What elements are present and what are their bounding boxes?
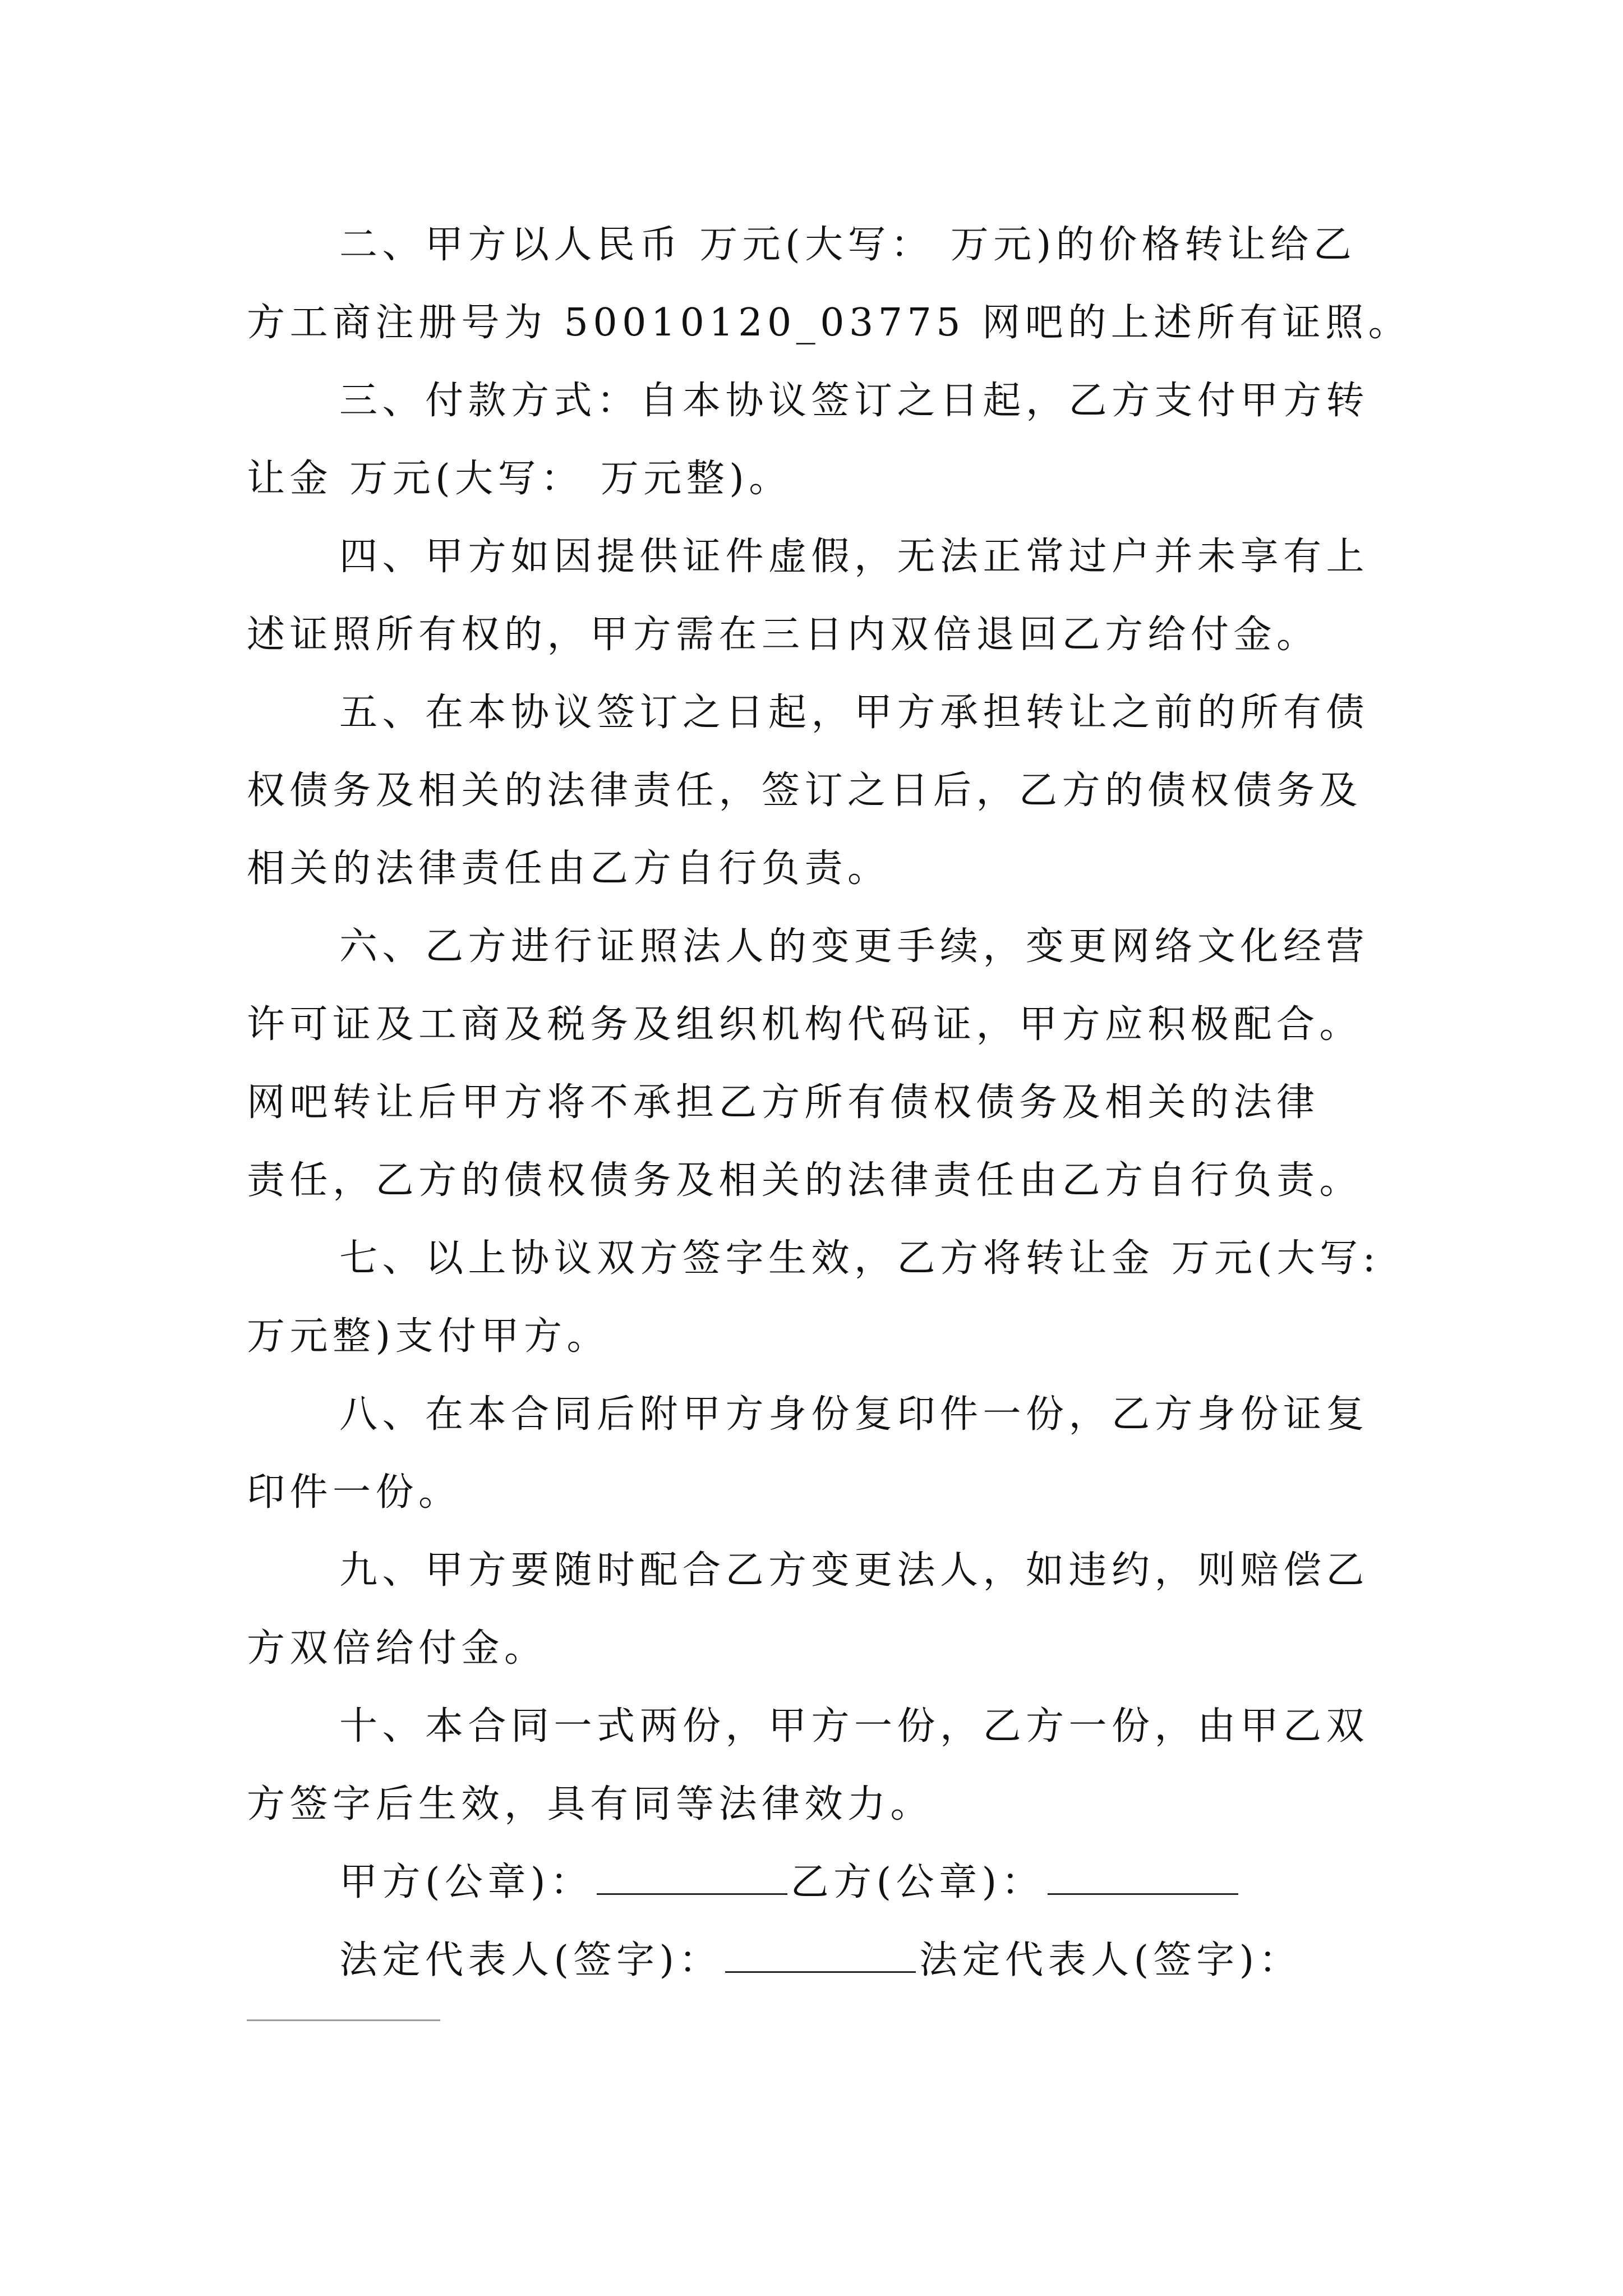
clause-5-line-2: 权债务及相关的法律责任，签订之日后，乙方的债权债务及: [247, 769, 1363, 813]
legal-rep-line: [339, 1932, 1302, 1989]
party-a-seal-blank[interactable]: [597, 1858, 787, 1895]
clause-4-line-1: 四、甲方如因提供证件虚假，无法正常过户并未享有上: [339, 535, 1370, 579]
legal-rep-b-label: 法定代表人(签字)：: [919, 1938, 1302, 1982]
clause-2-line-1: 二、甲方以人民币 万元(大写： 万元)的价格转让给乙: [339, 223, 1357, 267]
clause-3-line-2: 让金 万元(大写： 万元整)。: [247, 457, 792, 501]
clause-6-line-1: 六、乙方进行证照法人的变更手续，变更网络文化经营: [339, 924, 1370, 969]
seal-line: [339, 1855, 1242, 1911]
clause-9-line-2: 方双倍给付金。: [247, 1626, 547, 1671]
clause-10-line-2: 方签字后生效，具有同等法律效力。: [247, 1782, 934, 1826]
party-b-seal-label: 乙方(公章)：: [790, 1860, 1045, 1904]
party-b-seal-blank[interactable]: [1048, 1858, 1238, 1895]
clause-9-line-1: 九、甲方要随时配合乙方变更法人，如违约，则赔偿乙: [339, 1548, 1370, 1593]
clause-8-line-1: 八、在本合同后附甲方身份复印件一份，乙方身份证复: [339, 1392, 1370, 1437]
clause-3-line-1: 三、付款方式：自本协议签订之日起，乙方支付甲方转: [339, 379, 1370, 423]
clause-7-line-2: 万元整)支付甲方。: [247, 1314, 610, 1359]
clause-6-line-2: 许可证及工商及税务及组织机构代码证，甲方应积极配合。: [247, 1002, 1363, 1047]
clause-10-line-1: 十、本合同一式两份，甲方一份，乙方一份，由甲乙双: [339, 1704, 1370, 1749]
party-a-seal-label: 甲方(公章)：: [339, 1860, 593, 1904]
legal-rep-a-label: 法定代表人(签字)：: [339, 1938, 722, 1982]
clause-6-line-4: 责任，乙方的债权债务及相关的法律责任由乙方自行负责。: [247, 1158, 1363, 1203]
clause-5-line-1: 五、在本协议签订之日起，甲方承担转让之前的所有债: [339, 691, 1370, 735]
clause-8-line-2: 印件一份。: [247, 1470, 462, 1515]
clause-4-line-2: 述证照所有权的，甲方需在三日内双倍退回乙方给付金。: [247, 613, 1320, 657]
legal-rep-a-blank[interactable]: [725, 1936, 916, 1973]
clause-7-line-1: 七、以上协议双方签字生效，乙方将转让金 万元(大写:: [339, 1236, 1381, 1281]
clause-5-line-3: 相关的法律责任由乙方自行负责。: [247, 846, 891, 891]
footnote-divider: [247, 2019, 440, 2021]
clause-2-line-2: 方工商注册号为 50010120_03775 网吧的上述所有证照。: [247, 301, 1412, 345]
clause-6-line-3: 网吧转让后甲方将不承担乙方所有债权债务及相关的法律: [247, 1080, 1320, 1125]
